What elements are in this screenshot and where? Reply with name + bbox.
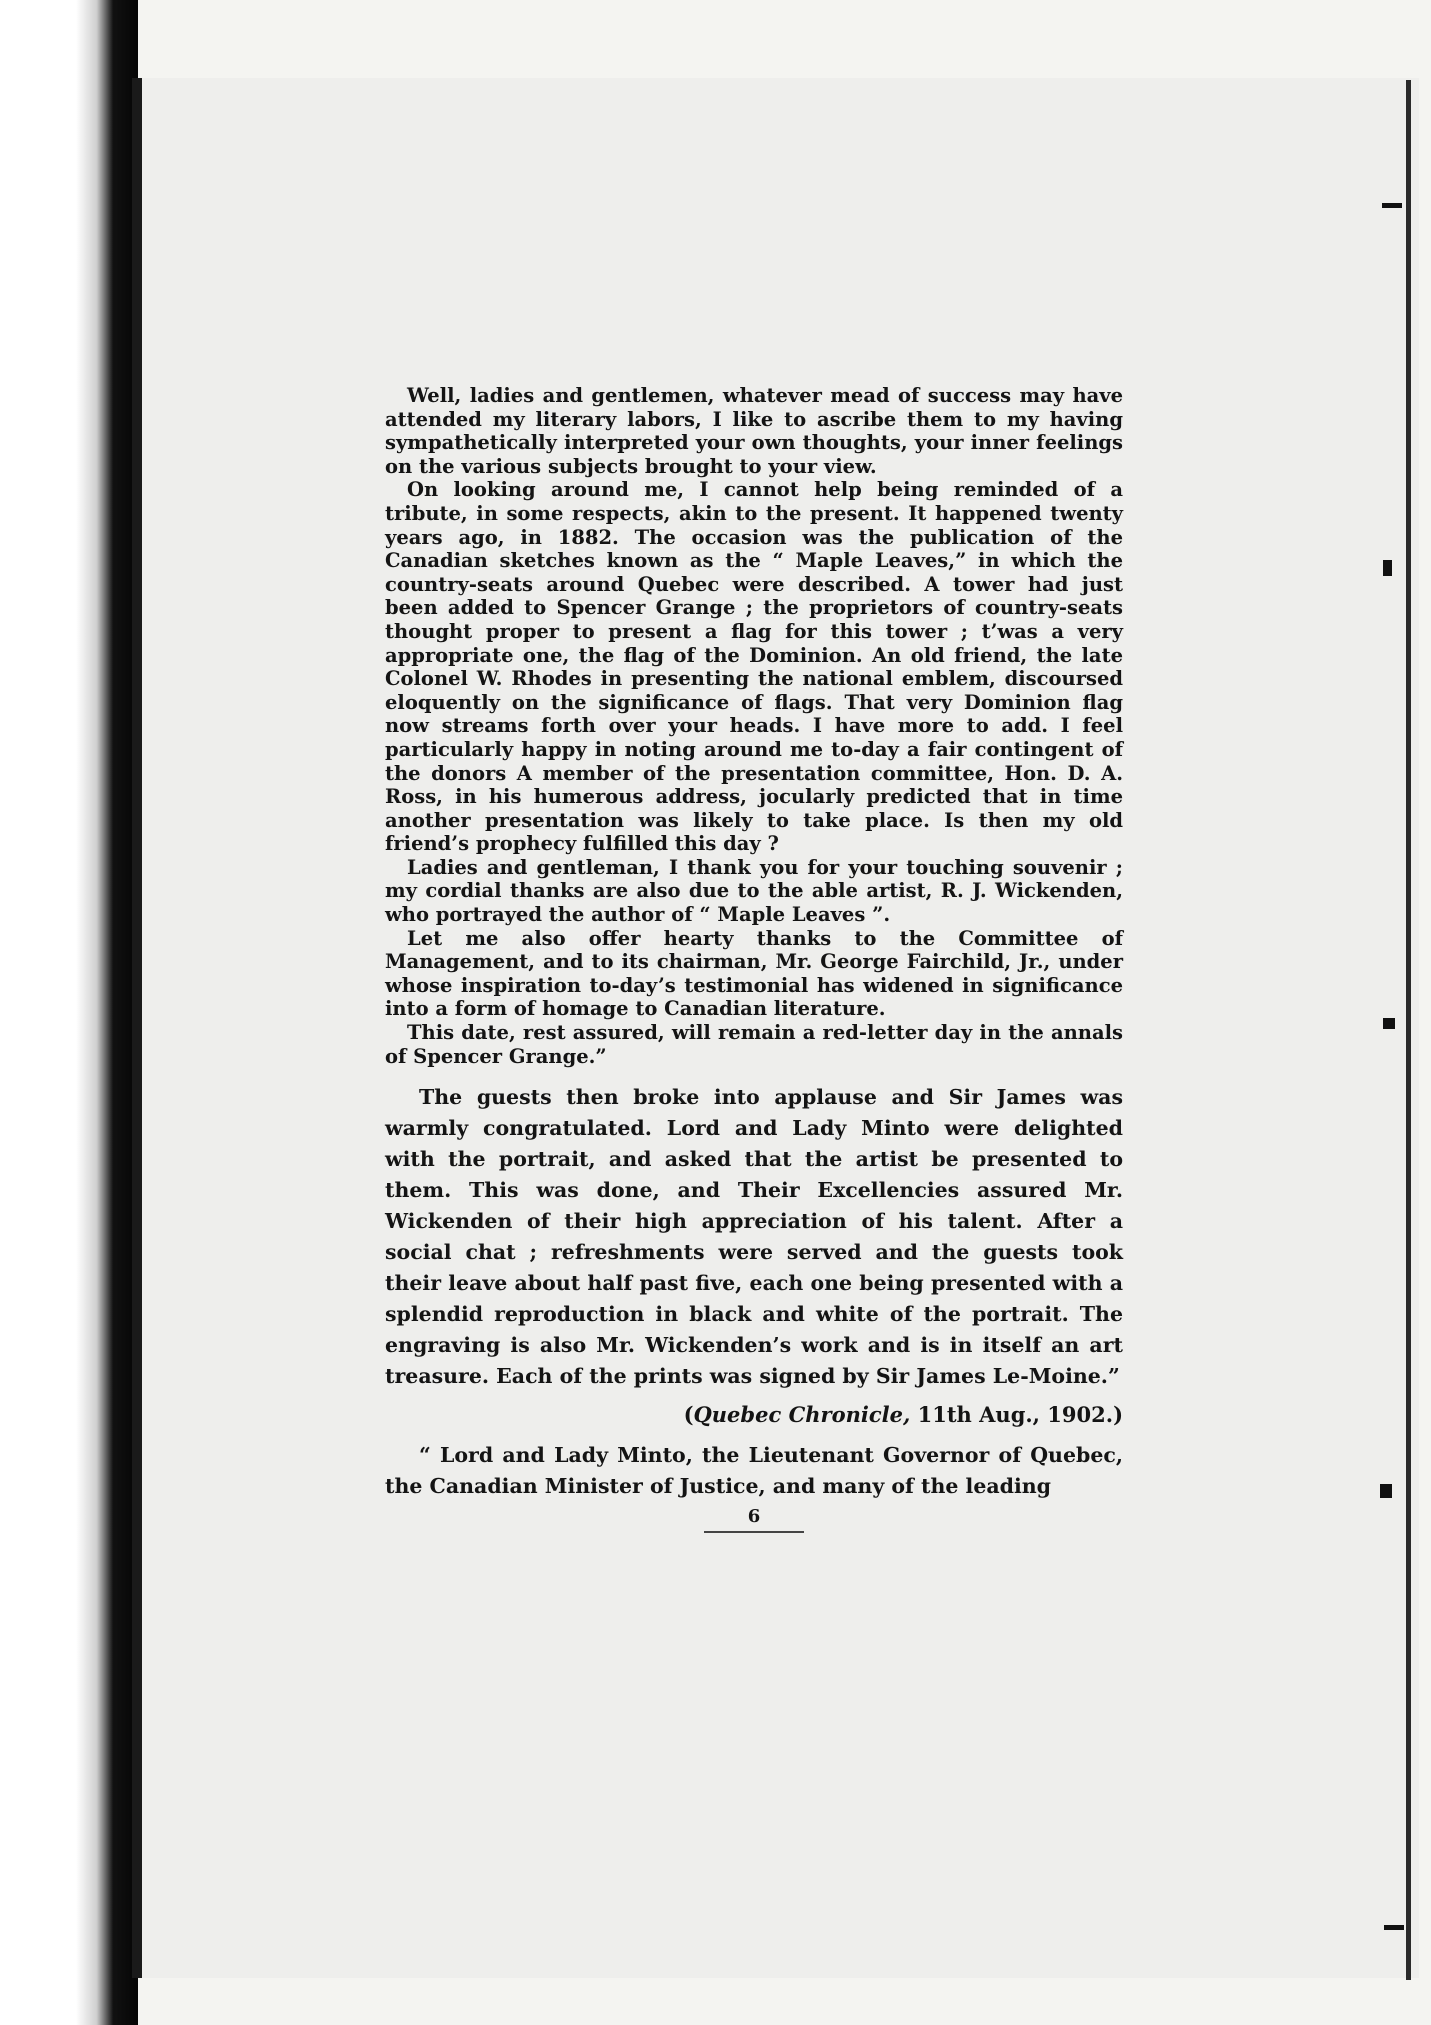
sheet-right-edge (1406, 80, 1411, 1980)
narrative (385, 1082, 1123, 1502)
scan-mark (1382, 203, 1402, 208)
source-publication: Quebec Chronicle, (693, 1402, 911, 1428)
quote-paragraph: Let me also offer hearty thanks to the Committee of Management, and to its chairman, Mr. George Fairchild, Jr., under whose inspiration to-day’s testimonial has widened in significance into a form of homage to Canadian literature. (385, 926, 1123, 1021)
quoted-speech (385, 384, 1123, 1068)
scan-mark (1384, 1925, 1404, 1930)
page-text (385, 384, 1123, 1533)
closing-paragraph: “ Lord and Lady Minto, the Lieutenant Governor of Quebec, the Canadian Minister of Justice, and many of the leading (385, 1443, 1123, 1499)
quote-paragraph: Ladies and gentleman, I thank you for your touching souvenir ; my cordial thanks are also due to the able artist, R. J. Wickenden, who portrayed the author of “ Maple Leaves ”. (385, 855, 1123, 927)
page-number: 6 (747, 1506, 761, 1528)
quote-paragraph: On looking around me, I cannot help being reminded of a tribute, in some respects, akin to the present. It happened twenty years ago, in 1882. The occasion was the publication of the Canadian sketches known as the “ Maple Leaves,” in which the country-seats around Quebec were described. A tower had just been added to Spencer Grange ; the proprietors of country-seats thought proper to present a flag for this tower ; t’was a very appropriate one, the flag of the Dominion. An old friend, the late Colonel W. Rhodes in presenting the national emblem, discoursed eloquently on the significance of flags. That very Dominion flag now streams forth over your heads. I have more to add. I feel particularly happy in noting around me to-day a fair contingent of the donors A member of the presentation committee, Hon. D. A. Ross, in his humerous address, jocularly predicted that in time another presentation was likely to take place. Is then my old friend’s prophecy fulfilled this day ? (385, 478, 1123, 856)
quote-paragraph: Well, ladies and gentlemen, whatever mead of success may have attended my literary labors, I like to ascribe them to my having sympathetically interpreted your own thoughts, your inner feelings on the various subjects brought to your view. (385, 384, 1123, 478)
narrative-paragraph: The guests then broke into applause and Sir James was warmly congratulated. Lord and Lady Minto were delighted with the portrait, and asked that the artist be presented to them. This was done, and Their Excellencies assured Mr. Wickenden of their high appreciation of his talent. After a social chat ; refreshments were served and the guests took their leave about half past five, each one being presented with a splendid reproduction in black and white of the portrait. The engraving is also Mr. Wickenden’s work and is in itself an art treasure. Each of the prints was signed by Sir James Le-Moine.” (385, 1085, 1123, 1389)
scan-binding-shadow (0, 0, 138, 2025)
scan-mark (1383, 560, 1392, 576)
scan-mark (1383, 1018, 1395, 1029)
footer-rule (704, 1531, 804, 1533)
quote-paragraph: This date, rest assured, will remain a red-letter day in the annals of Spencer Grange.” (385, 1021, 1123, 1068)
source-citation (385, 1400, 1123, 1430)
scan-mark (1380, 1484, 1392, 1498)
source-open: ( (683, 1402, 694, 1428)
source-date: 11th Aug., 1902.) (910, 1402, 1123, 1428)
